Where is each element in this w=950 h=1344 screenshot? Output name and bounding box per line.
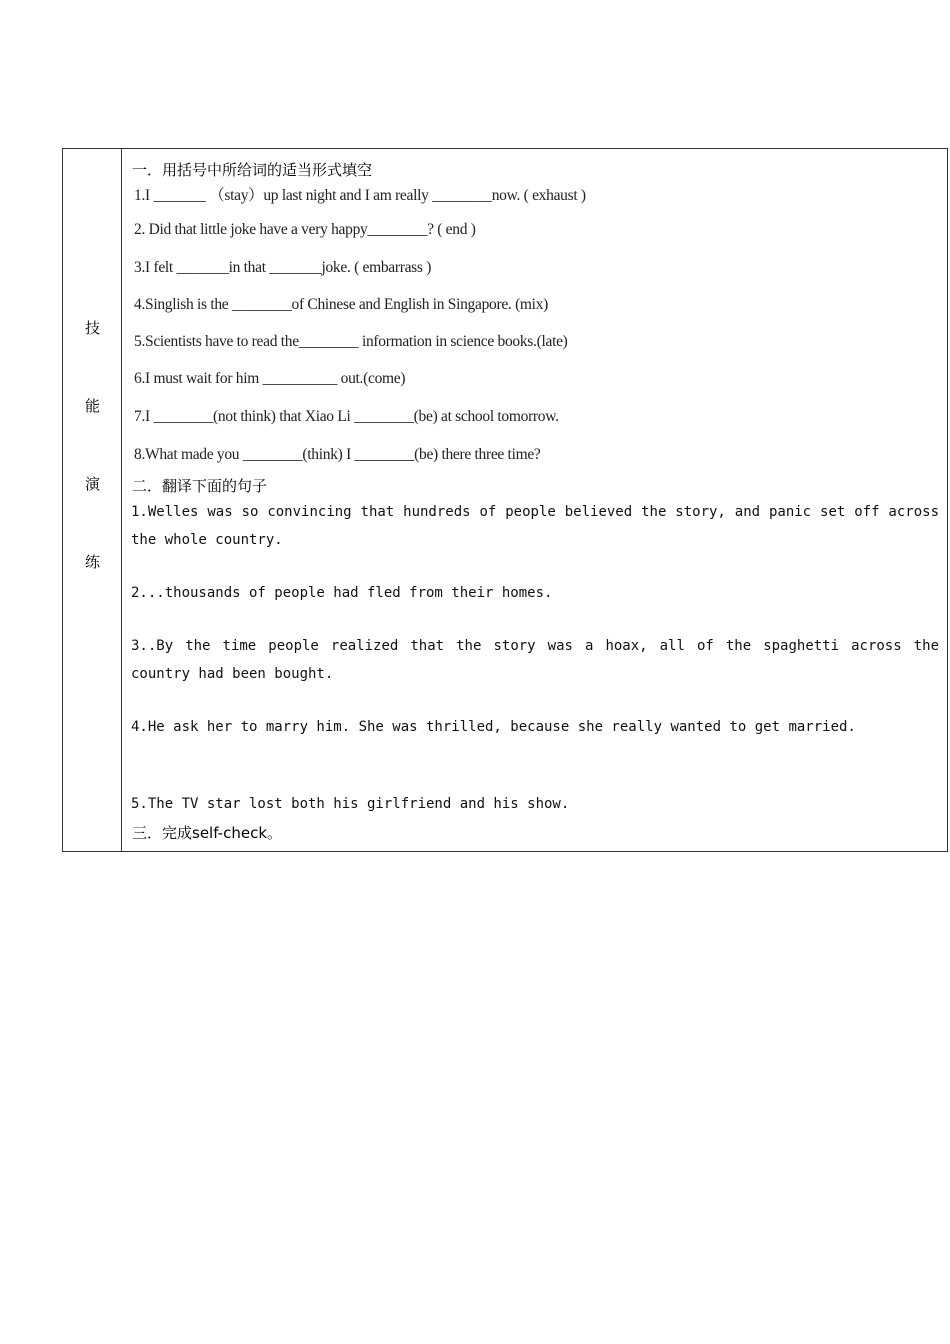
fill-blank-item: 6.I must wait for him __________ out.(come) <box>134 370 406 387</box>
translation-item: 5.The TV star lost both his girlfriend and his show. <box>131 796 570 812</box>
fill-blank-item: 1.I _______ （stay）up last night and I am really ________now. ( exhaust ) <box>134 187 586 204</box>
section1-heading: 一．用括号中所给词的适当形式填空 <box>132 161 373 179</box>
side-label-char: 演 <box>84 475 100 493</box>
translation-item: 3..By the time people realized that the story was a hoax, all of the spaghetti across the country had been bought. <box>131 638 939 682</box>
content-cell <box>122 149 947 851</box>
side-label-cell <box>63 149 122 851</box>
side-label-char: 能 <box>84 397 100 415</box>
translation-item: 2...thousands of people had fled from their homes. <box>131 585 553 601</box>
translation-item: 4.He ask her to marry him. She was thrilled, because she really wanted to get married. <box>131 719 856 735</box>
fill-blank-item: 8.What made you ________(think) I ________(be) there three time? <box>134 446 541 463</box>
fill-blank-item: 5.Scientists have to read the________ information in science books.(late) <box>134 333 568 350</box>
fill-blank-item: 2. Did that little joke have a very happy________? ( end ) <box>134 221 476 238</box>
exercise-table <box>62 148 948 852</box>
section2-heading: 二．翻译下面的句子 <box>132 477 268 495</box>
side-label-char: 练 <box>84 553 100 571</box>
section3-heading: 三．完成self-check。 <box>132 824 283 842</box>
fill-blank-item: 3.I felt _______in that _______joke. ( embarrass ) <box>134 259 432 276</box>
translation-item: 1.Welles was so convincing that hundreds of people believed the story, and panic set off across the whole country. <box>131 504 939 548</box>
side-label-char: 技 <box>84 319 100 337</box>
fill-blank-item: 7.I ________(not think) that Xiao Li ________(be) at school tomorrow. <box>134 408 559 425</box>
fill-blank-item: 4.Singlish is the ________of Chinese and English in Singapore. (mix) <box>134 296 549 313</box>
